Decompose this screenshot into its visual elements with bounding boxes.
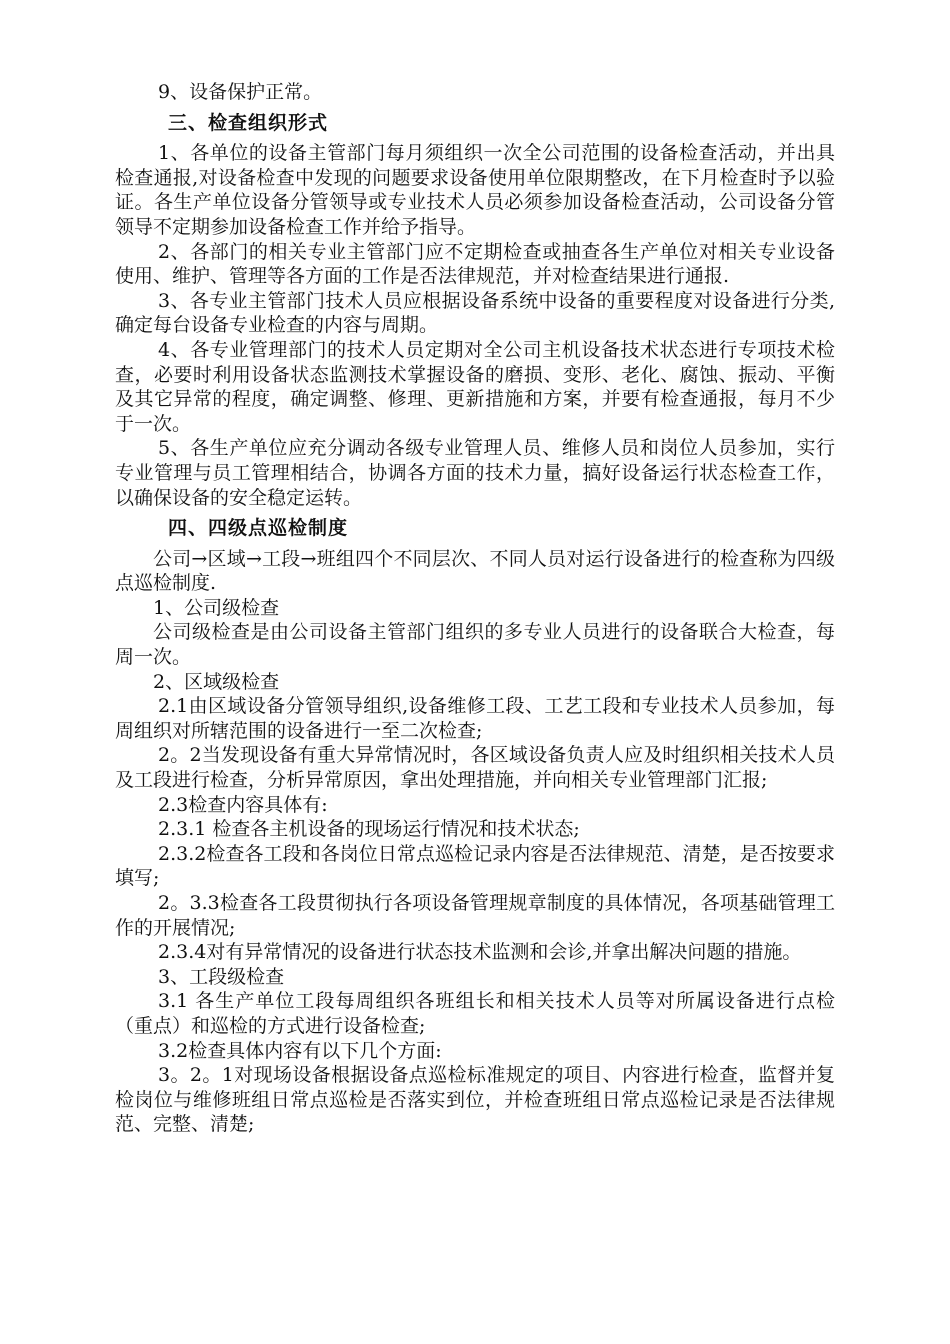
section-heading-4: 四、四级点巡检制度	[168, 517, 349, 540]
paragraph-item-9: 9、设备保护正常。	[158, 81, 323, 103]
paragraph-company-level: 公司级检查是由公司设备主管部门组织的多专业人员进行的设备联合大检查，每周一次。	[115, 621, 835, 669]
paragraph-org-4: 4、各专业管理部门的技术人员定期对全公司主机设备技术状态进行专项技术检查，必要时利用设备状态监测技术掌握设备的磨损、变形、老化、腐蚀、振动、平衡及其它异常的程度，确定调整、修理、更新措施和方案，并要有检查通报，每月不少于一次。	[115, 338, 835, 435]
paragraph-area-2-3-4: 2.3.4对有异常情况的设备进行状态技术监测和会诊,并拿出解决问题的措施。	[158, 941, 802, 964]
paragraph-area-2-3-3: 2。3.3检查各工段贯彻执行各项设备管理规章制度的具体情况，各项基础管理工作的开展情况;	[115, 892, 835, 939]
paragraph-section-3-2-1: 3。2。1对现场设备根据设备点巡检标准规定的项目、内容进行检查，监督并复检岗位与维修班组日常点巡检是否落实到位，并检查班组日常点巡检记录是否法律规范、完整、清楚;	[115, 1064, 835, 1136]
paragraph-area-2-3-1: 2.3.1 检查各主机设备的现场运行情况和技术状态;	[158, 818, 580, 841]
paragraph-org-3: 3、各专业主管部门技术人员应根据设备系统中设备的重要程度对设备进行分类,确定每台设备专业检查的内容与周期。	[115, 289, 835, 337]
paragraph-section-3-1: 3.1 各生产单位工段每周组织各班组长和相关技术人员等对所属设备进行点检（重点）和巡检的方式进行设备检查;	[115, 990, 835, 1037]
paragraph-area-2-1: 2.1由区域设备分管领导组织,设备维修工段、工艺工段和专业技术人员参加，每周组织对所辖范围的设备进行一至二次检查;	[115, 695, 835, 742]
subheading-company-level: 1、公司级检查	[153, 596, 280, 619]
section-heading-3: 三、检查组织形式	[168, 111, 329, 134]
paragraph-intro: 公司→区域→工段→班组四个不同层次、不同人员对运行设备进行的检查称为四级点巡检制度.	[115, 547, 835, 595]
subheading-area-level: 2、区域级检查	[153, 670, 280, 693]
paragraph-section-3-2: 3.2检查具体内容有以下几个方面:	[158, 1039, 442, 1062]
paragraph-area-2-3: 2.3检查内容具体有:	[158, 793, 328, 816]
paragraph-org-5: 5、各生产单位应充分调动各级专业管理人员、维修人员和岗位人员参加，实行专业管理与员工管理相结合，协调各方面的技术力量，搞好设备运行状态检查工作，以确保设备的安全稳定运转。	[115, 437, 835, 509]
paragraph-area-2-2: 2。2当发现设备有重大异常情况时，各区域设备负责人应及时组织相关技术人员及工段进行检查，分析异常原因，拿出处理措施，并向相关专业管理部门汇报;	[115, 744, 835, 792]
paragraph-org-1: 1、各单位的设备主管部门每月须组织一次全公司范围的设备检查活动，并出具检查通报,对设备检查中发现的问题要求设备使用单位限期整改，在下月检查时予以验证。各生产单位设备分管领导或专业技术人员必须参加设备检查活动，公司设备分管领导不定期参加设备检查工作并给予指导。	[115, 142, 835, 238]
document-body	[115, 80, 835, 1137]
subheading-section-level: 3、工段级检查	[158, 965, 285, 988]
paragraph-org-2: 2、各部门的相关专业主管部门应不定期检查或抽查各生产单位对相关专业设备使用、维护、管理等各方面的工作是否法律规范，并对检查结果进行通报.	[115, 240, 835, 288]
paragraph-area-2-3-2: 2.3.2检查各工段和各岗位日常点巡检记录内容是否法律规范、清楚，是否按要求填写;	[115, 842, 835, 890]
